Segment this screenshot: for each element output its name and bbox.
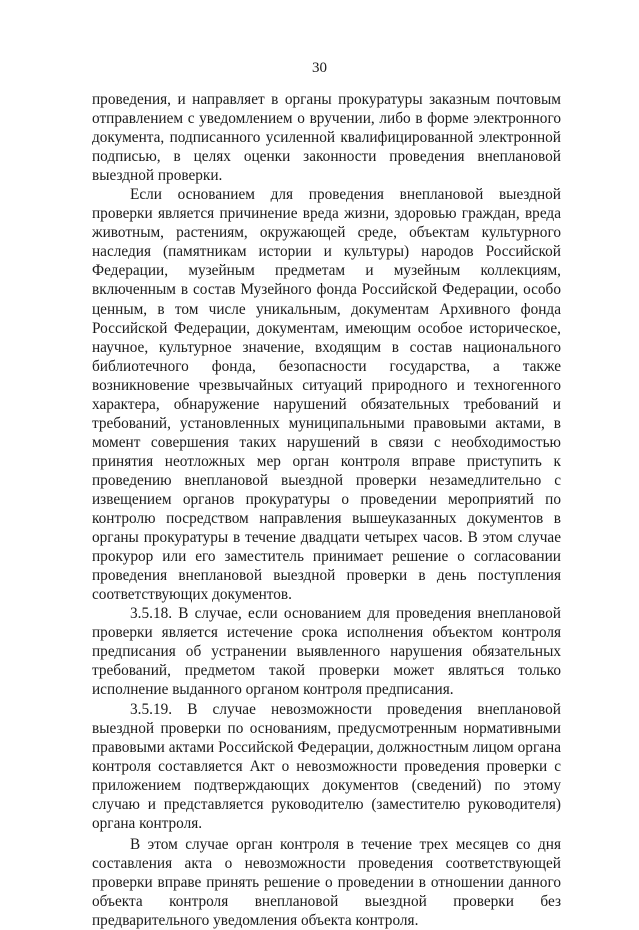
paragraph-emergency-inspection: Если основанием для проведения внеплановой выездной проверки является причинение вреда жизни, здоровью граждан, вреда животным, растениям, окружающей среде, объектам культурного наследия (памятникам истории и культуры) народов Российской Федерации, музейным предметам и музейным коллекциям, включенным в состав Музейного фонда Российской Федерации, особо ценным, в том числе уникальным, документам Архивного фонда Российской Федерации, документам, имеющим особое историческое, научное, культурное значение, входящим в состав национального библиотечного фонда, безопасности государства, а также возникновение чрезвычайных ситуаций природного и техногенного характера, обнаружение нарушений обязательных требований и требований, установленных муниципальными правовыми актами, в момент совершения таких нарушений в связи с необходимостью принятия неотложных мер орган контроля вправе приступить к проведению внеплановой выездной проверки незамедлительно с извещением органов прокуратуры о проведении мероприятий по контролю посредством направления вышеуказанных документов в органы прокуратуры в течение двадцати четырех часов. В этом случае прокурор или его заместитель принимает решение о согласовании проведения внеплановой выездной проверки в день поступления соответствующих документов. [92,186,561,604]
page-number: 30 [312,60,327,76]
paragraph-3-5-19: 3.5.19. В случае невозможности проведения внеплановой выездной проверки по основаниям, предусмотренным нормативными правовыми актами Российской Федерации, должностным лицом органа контроля составляется Акт о невозможности проведения проверки с приложением подтверждающих документов (сведений) по этому случаю и представляется руководителю (заместителю руководителя) органа контроля. [92,700,561,832]
paragraph-3-5-18: 3.5.18. В случае, если основанием для проведения внеплановой проверки является истечение срока исполнения объектом контроля предписания об устранении выявленного нарушения обязательных требований, предметом такой проверки может являться только исполнение выданного органом контроля предписания. [92,605,561,699]
paragraph-continuation: проведения, и направляет в органы прокуратуры заказным почтовым отправлением с уведомлением о вручении, либо в форме электронного документа, подписанного усиленной квалифицированной электронной подписью, в целях оценки законности проведения внеплановой выездной проверки. [92,91,561,185]
paragraph-three-months: В этом случае орган контроля в течение трех месяцев со дня составления акта о невозможности проведения соответствующей проверки вправе принять решение о проведении в отношении данного объекта контроля внеплановой выездной проверки без предварительного уведомления объекта контроля. [92,835,561,930]
document-body [92,90,561,930]
